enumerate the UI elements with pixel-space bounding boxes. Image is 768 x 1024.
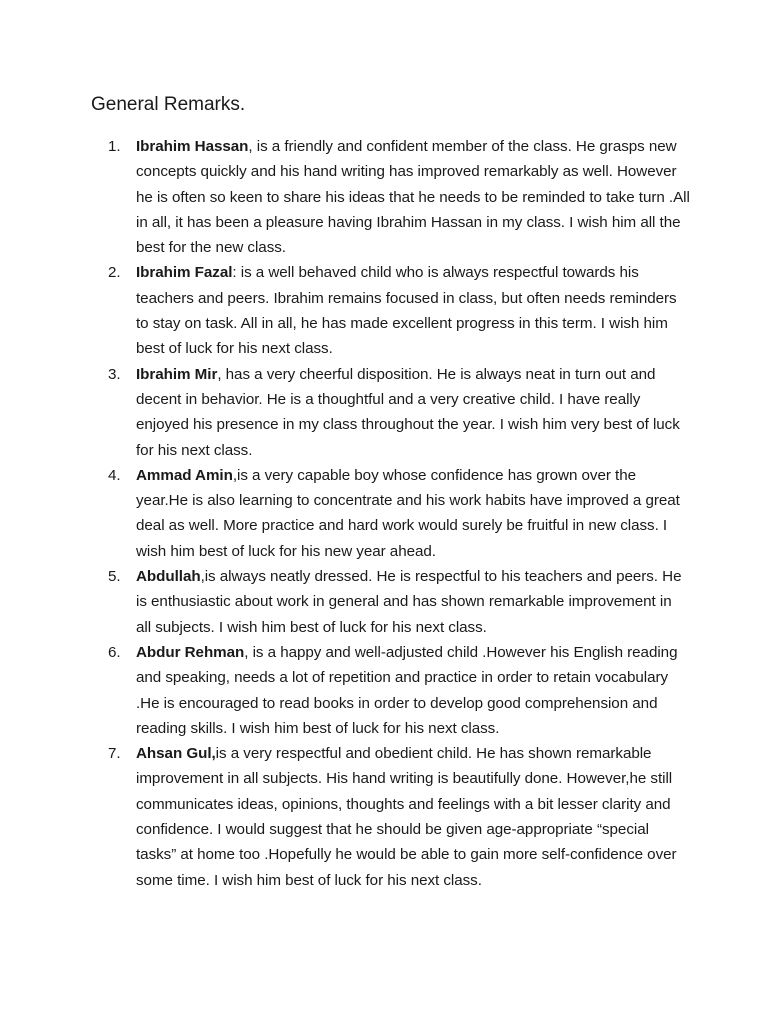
remark-item (104, 362, 690, 463)
remark-number: 5. (108, 568, 121, 586)
student-name: Abdur Rehman (136, 643, 245, 661)
remark-number: 2. (108, 264, 121, 282)
student-name: Ammad Amin (136, 466, 233, 484)
remark-number: 3. (108, 365, 121, 383)
remark-number: 1. (108, 138, 121, 155)
remark-item (104, 564, 690, 640)
remark-number: 6. (108, 643, 121, 661)
student-name: Ibrahim Mir (136, 365, 218, 383)
remark-item (104, 741, 690, 893)
remark-text: , has a very cheerful disposition. He is always neat in turn out and decent in behavior. He is a thoughtful and a very creative child. I have really enjoyed his presence in my class throughout the year. I wish him very best of luck for his next class. (136, 365, 680, 459)
remark-item (104, 463, 690, 564)
remark-item (104, 640, 690, 741)
remark-text: : is a well behaved child who is always respectful towards his teachers and peers. Ibrahim remains focused in class, but often needs reminders to stay on task. All in all, he has made excellent progress in this term. I wish him best of luck for his next class. (136, 264, 677, 358)
student-name: Abdullah (136, 568, 201, 586)
remark-text: , is a happy and well-adjusted child .However his English reading and speaking, needs a lot of repetition and practice in order to retain vocabulary .He is encouraged to read books in order to develop good comprehension and reading skills. I wish him best of luck for his next class. (136, 643, 678, 737)
remark-text: , is a friendly and confident member of the class. He grasps new concepts quickly and his hand writing has improved remarkably as well. However he is often so keen to share his ideas that he needs to be reminded to take turn .All in all, it has been a pleasure having Ibrahim Hassan in my class. I wish him all the best for the new class. (136, 138, 690, 257)
remark-item (104, 134, 690, 260)
remark-number: 7. (108, 745, 121, 763)
remark-text: is a very respectful and obedient child. He has shown remarkable improvement in all subjects. His hand writing is beautifully done. However,he still communicates ideas, opinions, thoughts and feelings with a bit lesser clarity and confidence. I would suggest that he should be given age-appropriate “special tasks” at home too .Hopefully he would be able to gain more self-confidence over some time. I wish him best of luck for his next class. (136, 745, 677, 889)
student-name: Ahsan Gul, (136, 745, 216, 763)
remark-item (104, 260, 690, 361)
document-heading: General Remarks. (91, 94, 246, 115)
student-name: Ibrahim Fazal (136, 264, 233, 282)
remark-text: ,is a very capable boy whose confidence has grown over the year.He is also learning to concentrate and his work habits have improved a great deal as well. More practice and hard work would surely be fruitful in new class. I wish him best of luck for his new year ahead. (136, 466, 680, 560)
remark-text: ,is always neatly dressed. He is respectful to his teachers and peers. He is enthusiastic about work in general and has shown remarkable improvement in all subjects. I wish him best of luck for his next class. (136, 568, 682, 636)
remark-number: 4. (108, 466, 121, 484)
remarks-list (104, 134, 690, 893)
student-name: Ibrahim Hassan (136, 138, 249, 155)
